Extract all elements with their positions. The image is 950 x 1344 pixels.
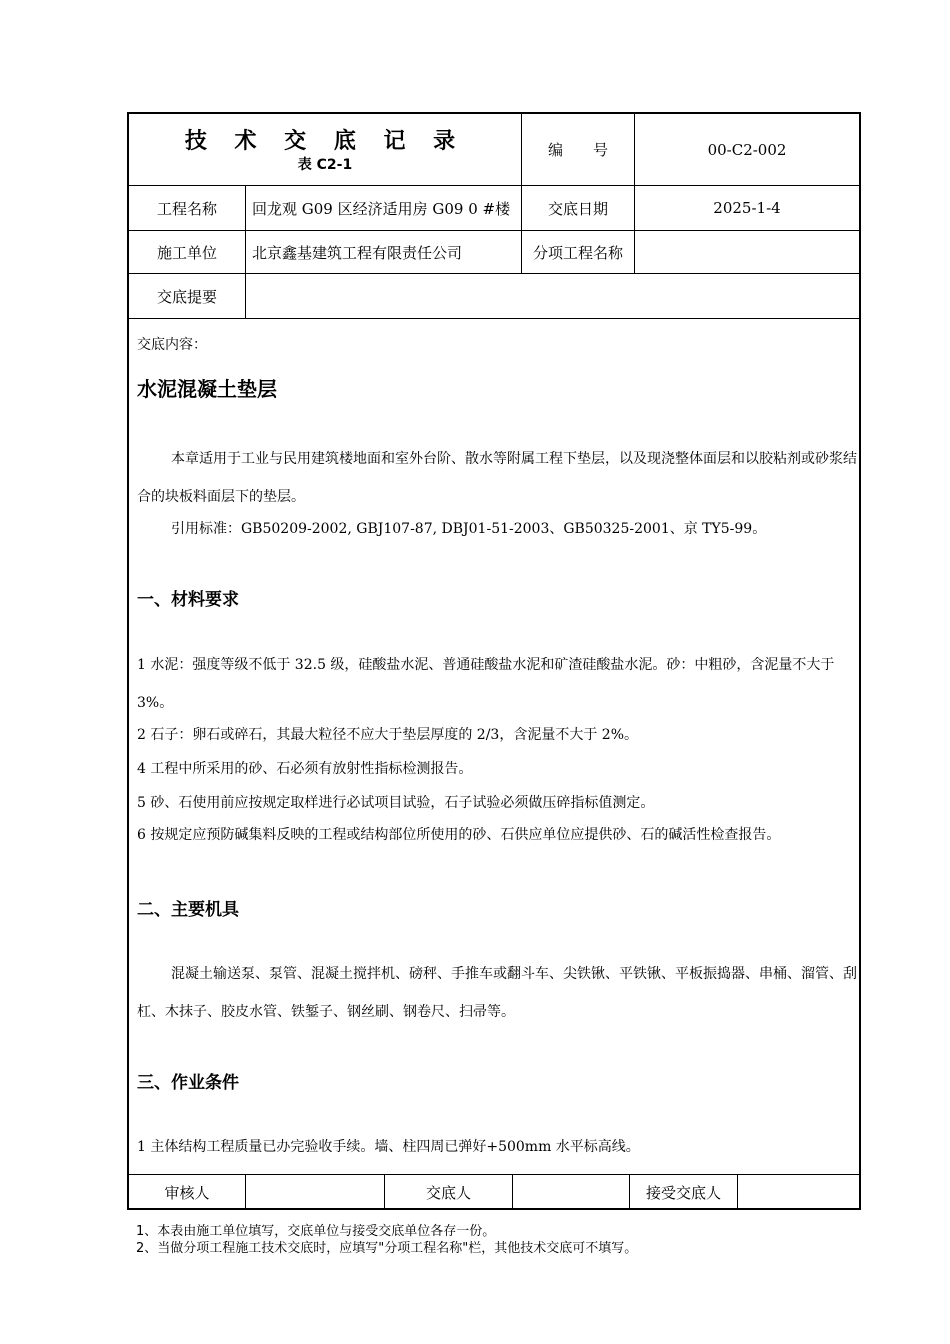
constructor-value: 北京鑫基建筑工程有限责任公司 — [252, 243, 463, 262]
subproject-value — [635, 231, 859, 273]
main-heading: 水泥混凝土垫层 — [137, 377, 277, 401]
discloser-label: 交底人 — [425, 1183, 471, 1202]
receiver-label: 接受交底人 — [645, 1183, 721, 1202]
number-value: 00-C2-002 — [707, 140, 787, 159]
discloser-value — [513, 1175, 629, 1209]
section1-item: 5 砂、石使用前应按规定取样进行必试项目试验，石子试验必须做压碎指标值测定。 — [137, 795, 655, 811]
row-divider — [127, 318, 861, 319]
date-value: 2025-1-4 — [713, 199, 781, 217]
constructor-label: 施工单位 — [156, 243, 217, 262]
receiver-value — [738, 1175, 859, 1209]
scope-paragraph: 本章适用于工业与民用建筑楼地面和室外台阶、散水等附属工程下垫层，以及现浇整体面层和以胶粘剂或砂浆结合的块板料面层下的垫层。 — [137, 451, 857, 505]
section1-heading: 一、材料要求 — [137, 590, 239, 610]
form-code: 表 C2-1 — [297, 157, 353, 173]
form-title: 技 术 交 底 记 录 — [184, 129, 466, 154]
summary-value — [246, 274, 859, 318]
section1-item: 2 石子：卵石或碎石，其最大粒径不应大于垫层厚度的 2/3，含泥量不大于 2%。 — [137, 727, 638, 743]
section1-item: 4 工程中所采用的砂、石必须有放射性指标检测报告。 — [137, 761, 473, 777]
reviewer-value — [246, 1175, 384, 1209]
date-label: 交底日期 — [547, 199, 608, 218]
section3-item: 1 主体结构工程质量已办完验收手续。墙、柱四周已弹好+500mm 水平标高线。 — [137, 1139, 640, 1155]
section2-heading: 二、主要机具 — [137, 900, 239, 920]
summary-label: 交底提要 — [156, 287, 217, 306]
number-label: 编 号 — [547, 141, 608, 159]
section2-paragraph: 混凝土输送泵、泵管、混凝土搅拌机、磅秤、手推车或翻斗车、尖铁锹、平铁锹、平板振捣器、串桶、溜管、刮杠、木抹子、胶皮水管、铁錾子、钢丝刷、钢卷尺、扫帚等。 — [137, 966, 857, 1020]
footnote: 2、当做分项工程施工技术交底时，应填写"分项工程名称"栏，其他技术交底可不填写。 — [136, 1241, 638, 1256]
footnote: 1、本表由施工单位填写，交底单位与接受交底单位各存一份。 — [136, 1224, 496, 1239]
intro-label: 交底内容： — [137, 337, 207, 353]
subproject-label: 分项工程名称 — [532, 243, 623, 262]
section1-item: 6 按规定应预防碱集料反映的工程或结构部位所使用的砂、石供应单位应提供砂、石的碱活性检查报告。 — [137, 827, 781, 843]
section3-heading: 三、作业条件 — [137, 1073, 239, 1093]
project-name-label: 工程名称 — [156, 199, 217, 218]
project-name-value: 回龙观 G09 区经济适用房 G09 0 #楼 — [252, 199, 511, 218]
reviewer-label: 审核人 — [164, 1183, 210, 1202]
standards-paragraph: 引用标准：GB50209-2002, GBJ107-87, DBJ01-51-2003、GB50325-2001、京 TY5-99。 — [171, 521, 767, 537]
section1-item: 1 水泥：强度等级不低于 32.5 级，硅酸盐水泥、普通硅酸盐水泥和矿渣硅酸盐水泥。砂：中粗砂，含泥量不大于 3%。 — [137, 657, 835, 711]
